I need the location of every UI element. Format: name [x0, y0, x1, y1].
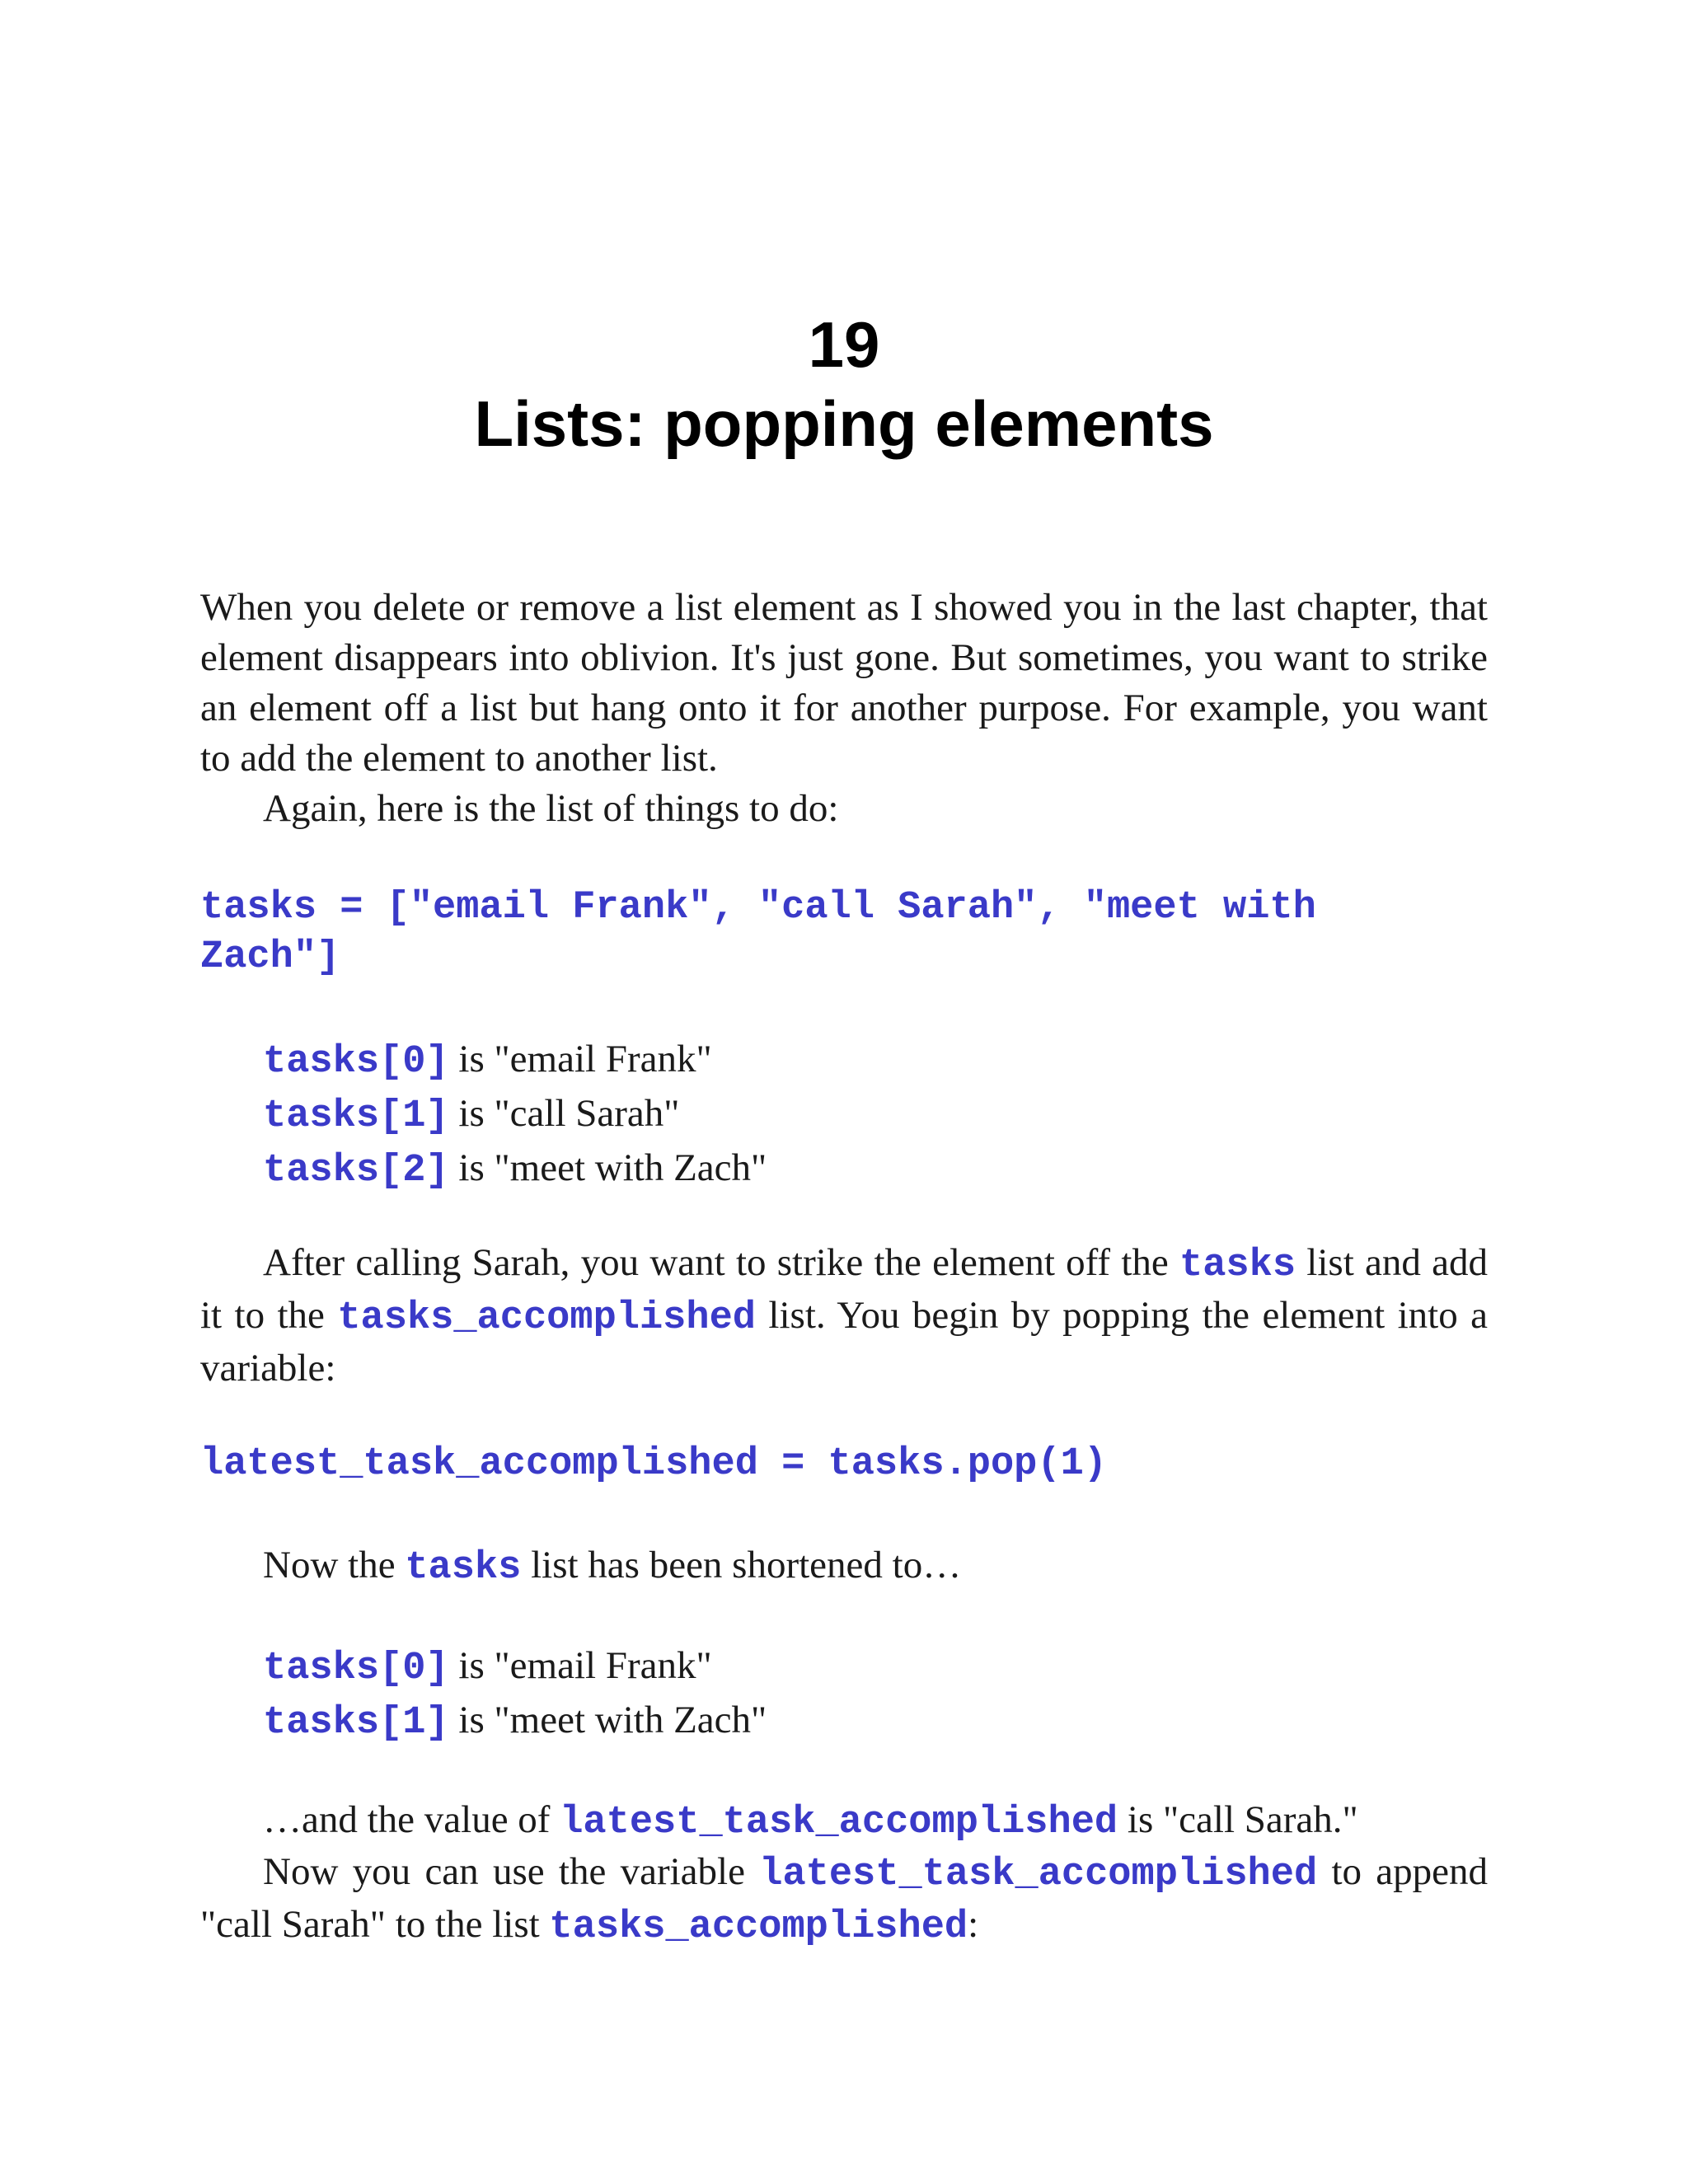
inline-code: latest_task_accomplished	[560, 1801, 1118, 1844]
chapter-title: Lists: popping elements	[474, 387, 1214, 460]
after-calling-paragraph	[200, 1238, 1488, 1394]
inline-code: latest_task_accomplished	[759, 1853, 1318, 1896]
text-run: list. You begin by popping the element into a variable:	[200, 1294, 1488, 1390]
code-block-tasks-list	[200, 883, 1488, 982]
list-item	[263, 1694, 1417, 1749]
item-text: is "meet with Zach"	[448, 1146, 767, 1189]
item-text: is "email Frank"	[448, 1644, 712, 1687]
inline-code: tasks[2]	[263, 1149, 449, 1193]
shortened-paragraph	[200, 1540, 1488, 1593]
list-item	[263, 1640, 1417, 1694]
chapter-number: 19	[808, 308, 880, 381]
item-text: is "email Frank"	[448, 1038, 712, 1080]
text-run: to append "call Sarah" to the list	[200, 1850, 1489, 1946]
text-run: Now you can use the variable	[263, 1850, 760, 1893]
list-item	[263, 1142, 1417, 1197]
again-paragraph: Again, here is the list of things to do:	[263, 787, 839, 830]
inline-code: tasks	[1179, 1244, 1296, 1287]
text-run: After calling Sarah, you want to strike the element off the	[263, 1241, 1180, 1284]
code-line: Zach"]	[200, 935, 340, 979]
item-text: is "call Sarah"	[448, 1092, 680, 1135]
list-item	[263, 1033, 1417, 1088]
text-run: :	[968, 1903, 979, 1946]
text-run: is "call Sarah."	[1118, 1798, 1358, 1841]
code-line: tasks = ["email Frank", "call Sarah", "meet with	[200, 886, 1316, 930]
intro-paragraph: When you delete or remove a list element as I showed you in the last chapter, that element disappears into oblivion. It's just gone. But sometimes, you want to strike an element off a list but hang onto it for another purpose. For example, you want to add the element to another list.	[200, 586, 1488, 780]
chapter-heading	[200, 305, 1488, 463]
list-item	[263, 1088, 1417, 1142]
code-block-pop	[200, 1440, 1488, 1489]
value-paragraph	[200, 1795, 1488, 1848]
append-paragraph	[200, 1847, 1488, 1952]
inline-code: tasks[0]	[263, 1040, 449, 1084]
index-list-before	[263, 1033, 1417, 1197]
inline-code: tasks[1]	[263, 1094, 449, 1138]
text-run: list has been shortened to…	[521, 1544, 962, 1586]
item-text: is "meet with Zach"	[448, 1699, 767, 1741]
inline-code: tasks_accomplished	[549, 1905, 968, 1949]
inline-code: tasks_accomplished	[337, 1296, 756, 1340]
text-run: list and add it to the	[200, 1241, 1488, 1337]
inline-code: tasks[1]	[263, 1701, 449, 1745]
index-list-after	[263, 1640, 1417, 1749]
inline-code: tasks	[405, 1546, 522, 1590]
text-run: Now the	[263, 1544, 406, 1586]
text-run: …and the value of	[263, 1798, 560, 1841]
code-line: latest_task_accomplished = tasks.pop(1)	[200, 1442, 1107, 1486]
inline-code: tasks[0]	[263, 1647, 449, 1690]
